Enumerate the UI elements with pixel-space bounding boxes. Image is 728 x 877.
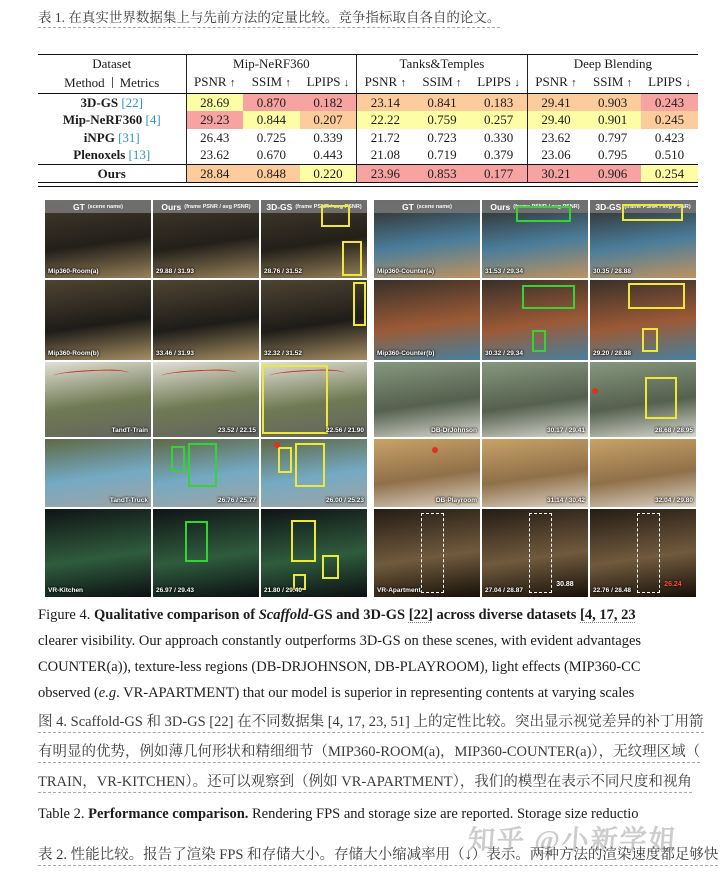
figure-cell-row2-right-ours [482,280,588,360]
psnr-label: 27.04 / 28.87 [485,587,523,594]
metric-value: 0.797 [597,129,628,145]
metric-header: SSIM ↑ [243,73,300,93]
metric-header: PSNR ↑ [186,73,243,93]
highlight-box [188,443,217,487]
figure-cell-row2-left-3dgs [261,280,367,360]
figure-cell-row3-left-gt [45,362,151,437]
figure-cell-row3-right-3dgs [590,362,696,437]
highlight-box [645,377,677,419]
table1-grid [38,54,698,183]
figure-cell-row1-right-gt [374,200,480,278]
figure4-caption-zh-line-3 [38,772,728,792]
figure-cell-row1-right-ours [482,200,588,278]
method-name: Ours [97,165,126,181]
method-cell [38,164,186,183]
figure-cell-row4-left-ours [153,439,259,507]
scene-name-label: TandT-Train [111,427,148,434]
figure-cell-row2-right-3dgs [590,280,696,360]
figure4-caption [38,604,728,708]
metric-value: 0.670 [256,147,286,162]
psnr-label: 30.17 / 29.41 [547,427,585,434]
highlight-box [278,447,292,473]
column-subtitle: (frame PSNR / avg PSNR) [184,203,251,210]
metric-value: 0.844 [243,111,300,129]
method-name: 3D-GS [80,94,119,110]
metric-value: 22.22 [357,111,414,129]
wire-artifact-mark [161,368,238,378]
figure-cell-row2-right-gt [374,280,480,360]
metric-header: SSIM ↑ [584,73,641,93]
inset-psnr-label: 26.24 [664,581,682,589]
figure4-caption-line-4 [38,682,728,704]
highlight-box [295,443,325,487]
figure-cell-row5-right-gt [374,509,480,597]
psnr-label: 30.32 / 29.34 [485,350,523,357]
figure-row-5 [45,509,694,597]
citation-link[interactable]: [22] [408,607,433,623]
wire-artifact-mark [53,368,130,378]
highlight-box [522,285,575,309]
citation-link[interactable]: [13] [125,147,151,162]
metric-header: PSNR ↑ [527,73,584,93]
psnr-label: 22.76 / 28.48 [593,587,631,594]
figure-row-1 [45,200,694,278]
figure-cell-row5-right-3dgs [590,509,696,597]
table1-row-ours [38,164,698,183]
citation-link[interactable]: [31] [114,129,140,145]
table1-row-inpg [38,129,698,147]
highlight-box [628,283,685,309]
metric-header: LPIPS ↓ [470,73,527,93]
highlight-box [291,520,316,562]
text-segment: 有明显的优势，例如薄几何形状和精细细节（MIP360-ROOM(a)，MIP360-COUNTER(a)），无纹理区域（ [38,744,700,763]
figure-cell-row1-left-ours [153,200,259,278]
column-title: Ours [490,201,511,212]
metric-value: 0.182 [300,93,357,111]
figure4-caption-line-1 [38,604,728,626]
figure4-caption-zh-line-1 [38,712,728,732]
metric-value: 23.06 [527,146,584,164]
metric-value: 26.43 [186,129,243,147]
metric-value: 0.330 [483,129,514,145]
highlight-box [516,206,571,222]
method-name: Mip-NeRF360 [62,112,143,127]
figure-cell-row4-left-gt [45,439,151,507]
table1-quantitative-comparison [38,54,698,187]
method-cell [38,129,186,147]
metric-direction-arrow: ↑ [285,77,291,89]
psnr-label: 26.97 / 29.43 [156,587,194,594]
figure4-caption-zh-line-2 [38,742,728,762]
figure-cell-row3-left-ours [153,362,259,437]
highlight-box [353,282,366,326]
closer-view-dashed-box [529,513,552,594]
metric-value: 0.183 [470,93,527,111]
metric-value: 23.62 [527,129,584,147]
metric-value: 0.725 [256,129,286,145]
psnr-label: 22.56 / 21.90 [326,427,364,434]
metric-header: LPIPS ↓ [300,73,357,93]
text-segment: Scaffold [258,607,309,623]
closer-view-dashed-box [637,513,660,594]
text-segment: Performance comparison. [88,806,249,822]
inset-psnr-label: 30.88 [556,581,574,589]
psnr-label: 29.20 / 28.88 [593,350,631,357]
metric-value: 0.903 [584,93,641,111]
metric-value: 0.254 [641,164,698,183]
method-cell [38,111,186,129]
scene-name-label: Mip360-Room(a) [48,268,99,275]
scene-name-label: Mip360-Counter(a) [377,268,435,275]
text-segment: Qualitative comparison of [93,607,259,623]
metric-value: 29.23 [186,111,243,129]
metric-value: 21.08 [357,146,414,164]
highlight-box [262,365,328,434]
method-name: iNPG [83,129,115,145]
figure-cell-row1-left-gt [45,200,151,278]
highlight-box [622,204,683,221]
psnr-label: 26.76 / 25.77 [218,497,256,504]
scene-name-label: DB-DrJohnson [431,427,477,434]
metric-value: 29.41 [527,93,584,111]
figure4-montage [45,200,694,599]
figure-cell-row4-right-gt [374,439,480,507]
highlight-box [171,446,185,472]
metric-value: 23.62 [186,146,243,164]
scene-name-label: DB-Playroom [435,497,477,504]
text-segment: e.g [98,685,117,701]
scene-name-label: Mip360-Room(b) [48,350,99,357]
text-segment: . VR-APARTMENT) that our model is superior in representing contents at varying scales [116,685,635,701]
marker-dot [274,442,280,448]
text-segment: Rendering FPS and storage size are reported. Storage size reductio [248,806,639,822]
metric-value: 0.759 [414,111,471,129]
metric-value: 0.870 [243,93,300,111]
figure-row-2 [45,280,694,360]
psnr-label: 31.14 / 30.42 [547,497,585,504]
metric-value: 0.901 [584,111,641,129]
metric-direction-arrow: ↑ [571,77,577,89]
figure-row-3 [45,362,694,437]
highlight-box [642,328,658,352]
metric-value: 0.245 [641,111,698,129]
metric-value: 0.510 [654,147,685,162]
table2-caption-zh: 表 2. 性能比较。报告了渲染 FPS 和存储大小。存储大小缩减率用（↓）表示。两种方法的渲染速度都足够快 [38,845,728,865]
psnr-label: 33.46 / 31.93 [156,350,194,357]
metric-direction-arrow: ↓ [514,77,520,89]
text-segment: Table 2. [38,806,89,822]
metric-header: SSIM ↑ [414,73,471,93]
metric-value: 0.848 [243,164,300,183]
citation-link[interactable]: [4] [142,112,161,127]
column-title: 3D-GS [266,201,293,212]
column-subtitle: (frame PSNR / avg PSNR) [624,203,691,210]
method-name: Plenoxels [73,147,126,162]
text-segment: 图 4. Scaffold-GS 和 3D-GS [22] 在不同数据集 [4, 17, 23, 51] 上的定性比较。突出显示视觉差异的补丁用箭 [38,714,704,733]
metric-value: 0.339 [313,129,343,145]
text-segment: -GS and 3D-GS [308,607,409,623]
figure-cell-row2-left-gt [45,280,151,360]
metric-value: 0.207 [300,111,357,129]
table1-caption-zh: 表 1. 在真实世界数据集上与先前方法的定量比较。竞争指标取自各自的论文。 [38,8,500,28]
table1-row-mip-nerf360 [38,111,698,129]
figure-cell-row5-right-ours [482,509,588,597]
highlight-box [322,555,339,580]
metric-value: 0.795 [597,147,628,162]
figure-cell-row3-right-gt [374,362,480,437]
text-segment: clearer visibility. Our approach constantly outperforms 3D-GS on these scenes, with evident advantages [38,633,642,649]
psnr-label: 28.76 / 31.52 [264,268,302,275]
column-subtitle: (frame PSNR / avg PSNR) [513,203,580,210]
method-metrics-header: Method Metrics [38,73,186,93]
metric-value: 0.719 [427,147,457,162]
column-header-3dgs [261,200,367,213]
metric-header: LPIPS ↓ [641,73,698,93]
text-segment: across diverse datasets [432,607,581,623]
column-title: 3D-GS [595,201,622,212]
psnr-label: 30.35 / 28.88 [593,268,631,275]
table1-row-plenoxels [38,146,698,164]
highlight-box [532,330,546,352]
figure-cell-row1-left-3dgs [261,200,367,278]
citation-link[interactable]: [22] [118,94,143,110]
figure-cell-row4-right-3dgs [590,439,696,507]
metric-direction-arrow: ↑ [626,77,633,89]
psnr-label: 32.32 / 31.52 [264,350,302,357]
scene-name-label: TandT-Truck [109,497,148,504]
text-segment: COUNTER(a)), texture-less regions (DB-DRJOHNSON, DB-PLAYROOM), light effects (MIP360-CC [38,659,641,675]
metric-value: 0.220 [300,164,357,183]
highlight-box [185,521,208,561]
figure-cell-row5-left-gt [45,509,151,597]
metric-header: PSNR ↑ [357,73,414,93]
text-segment: TRAIN，VR-KITCHEN）。还可以观察到（例如 VR-APARTMENT），我们的模型在表示不同尺度和视角 [38,774,692,793]
metric-value: 30.21 [527,164,584,183]
table1-row-3d-gs [38,93,698,111]
method-cell [38,146,186,164]
metric-value: 0.257 [470,111,527,129]
highlight-box [342,241,362,277]
figure-cell-row1-right-3dgs [590,200,696,278]
group-header-mipnerf360: Mip-NeRF360 [186,55,357,74]
scene-name-label: VR-Kitchen [48,587,84,594]
metric-value: 0.443 [313,147,343,162]
zhihu-watermark: 知乎 @小新学姐 [466,825,679,855]
scene-name-label: VR-Apartment [377,587,421,594]
metric-value: 0.177 [470,164,527,183]
divider [112,77,113,88]
metric-value: 0.841 [414,93,471,111]
metric-direction-arrow: ↑ [229,77,236,89]
metric-direction-arrow: ↑ [400,77,406,89]
metric-direction-arrow: ↑ [455,77,462,89]
metric-direction-arrow: ↓ [343,77,350,89]
metric-value: 0.853 [414,164,471,183]
psnr-label: 23.52 / 22.15 [218,427,256,434]
metric-value: 23.96 [357,164,414,183]
psnr-label: 31.53 / 29.34 [485,268,523,275]
figure-row-4 [45,439,694,507]
psnr-label: 26.00 / 25.23 [326,497,364,504]
metric-value: 29.40 [527,111,584,129]
column-subtitle: (scene name) [87,203,123,210]
column-title: Ours [161,201,182,212]
highlight-box [321,205,350,227]
marker-dot [432,447,438,453]
figure-cell-row5-left-3dgs [261,509,367,597]
column-title: GT [402,201,414,212]
figure-cell-row4-left-3dgs [261,439,367,507]
table1-header-metrics [38,73,698,93]
figure-cell-row5-left-ours [153,509,259,597]
dataset-header: Dataset [92,56,132,71]
figure4-caption-line-2 [38,630,728,652]
citation-link[interactable]: [4, 17, 23 [580,607,636,623]
figure-cell-row3-right-ours [482,362,588,437]
metric-value: 23.14 [357,93,414,111]
text-segment: observed ( [38,685,99,701]
group-header-deepblending: Deep Blending [527,55,698,74]
metric-value: 0.906 [584,164,641,183]
group-header-tanksandtemples: Tanks&Temples [357,55,528,74]
metric-value: 21.72 [357,129,414,147]
column-title: GT [73,201,85,212]
column-header-ours [153,200,259,213]
figure-cell-row3-left-3dgs [261,362,367,437]
column-header-gt [374,200,480,213]
metric-direction-arrow: ↓ [685,77,691,89]
text-segment: Figure 4. [38,607,94,623]
psnr-label: 21.80 / 29.40 [264,587,302,594]
psnr-label: 28.68 / 28.95 [655,427,693,434]
figure-cell-row2-left-ours [153,280,259,360]
metric-value: 28.84 [186,164,243,183]
column-subtitle: (frame PSNR / avg PSNR) [295,203,362,210]
metric-value: 28.69 [186,93,243,111]
table1-header-groups [38,55,698,74]
method-cell [38,93,186,111]
figure-cell-row4-right-ours [482,439,588,507]
column-header-gt [45,200,151,213]
metric-value: 0.243 [641,93,698,111]
psnr-label: 32.04 / 29.80 [655,497,693,504]
figure4-caption-zh [38,712,728,802]
marker-dot [592,388,598,394]
metric-value: 0.723 [427,129,457,145]
psnr-label: 29.88 / 31.93 [156,268,194,275]
scene-name-label: Mip360-Counter(b) [377,350,435,357]
column-subtitle: (scene name) [416,203,452,210]
closer-view-dashed-box [421,513,444,594]
metric-value: 0.379 [483,147,514,162]
metric-value: 0.423 [654,129,685,145]
figure4-caption-line-3 [38,656,728,678]
